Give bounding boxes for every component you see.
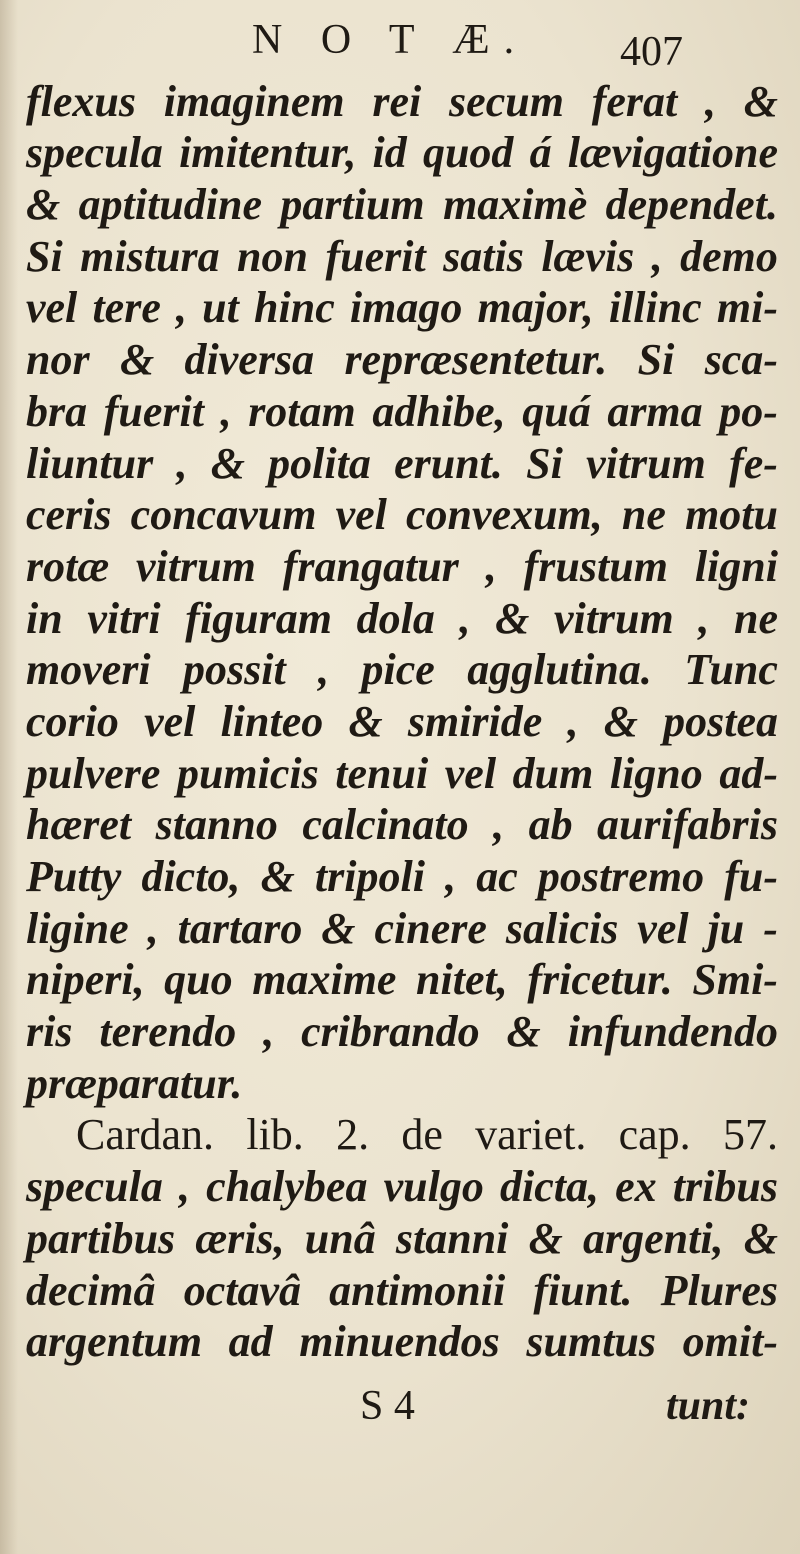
word: , [567,696,579,746]
word: frangatur [282,541,459,591]
text-line [26,796,778,848]
word: æris, [195,1213,285,1263]
word: ad [228,1317,273,1367]
word: ferat [591,76,678,126]
word: pice [361,645,435,695]
word: imago [349,283,463,333]
word: salicis [505,903,619,953]
word: ligni [694,541,778,591]
word: ex [615,1162,657,1212]
word: sca- [704,335,778,385]
word: moveri [26,645,151,695]
text-line [26,537,778,589]
text-line [26,1054,778,1106]
word: Si [637,335,675,385]
text-line [26,744,778,796]
word: fricetur. [527,955,673,1005]
word: 2. [336,1110,370,1160]
word: dicta, [499,1162,599,1212]
text-line [26,1002,778,1057]
word: frustum [523,541,668,591]
word: specula [26,1162,163,1212]
word: cap. [618,1110,691,1160]
word: vel [335,490,387,540]
word: de [401,1110,443,1160]
word: omit- [682,1317,778,1367]
word: convexum, [406,490,603,540]
word: Putty [26,852,122,901]
word: octavâ [183,1265,301,1315]
word: arma [607,386,703,436]
word: Smi- [692,955,778,1005]
word: pumicis [176,748,319,798]
word: rotam [248,386,356,436]
word: figuram [185,593,332,643]
word: hæret [26,800,132,850]
word: lævigatione [567,128,778,178]
word: postremo [537,852,705,901]
word: chalybea [206,1162,368,1212]
word: & [743,76,778,126]
word: linteo [220,696,324,746]
text-line [26,72,778,124]
word: id [372,128,407,178]
word: flexus [26,76,136,126]
text-line [26,899,778,951]
body-text [26,72,778,1367]
word: niperi, [26,955,145,1005]
text-line [26,1261,778,1313]
word: vel [444,748,497,798]
word: Plures [660,1265,778,1315]
word: argentum [26,1317,203,1367]
word: decimâ [26,1265,156,1315]
word: , [147,903,159,953]
text-line [26,434,778,486]
gutter-shadow [0,0,18,1554]
word: pulvere [26,748,161,798]
word: - [763,903,778,953]
word: fuerit [103,386,204,436]
word: illinc [608,283,702,333]
text-line [26,330,778,385]
word: major, [477,283,594,333]
word: & [119,335,155,385]
word: tenui [335,748,429,798]
word: ut [202,283,239,333]
word: imaginem [163,76,345,126]
text-line [26,1157,778,1212]
word: stanno [155,800,278,850]
word: & [743,1213,778,1263]
word: specula [26,128,163,178]
word: repræsentetur. [344,335,608,385]
word: nitet, [416,955,508,1005]
word: dola [356,593,435,643]
word: fuerit [325,231,426,281]
word: tribus [672,1162,778,1212]
word: variet. [475,1110,587,1160]
text-line [26,486,778,538]
word: & [321,903,356,953]
word: , [485,541,497,591]
word: po- [719,386,778,436]
text-line [26,1209,778,1261]
word: & [528,1213,563,1263]
word: , [445,852,457,901]
word: , [459,593,471,643]
word: quod [422,128,514,178]
word: antimonii [329,1265,506,1315]
word: fiunt. [533,1265,633,1315]
word: possit [183,645,286,695]
word: dicto, [141,852,241,901]
word: imitentur, [179,128,357,178]
word: lib. [246,1110,304,1160]
word: vitrum [586,438,706,488]
word: minuendos [299,1317,500,1367]
word: rotæ [26,541,110,591]
word: fu- [724,852,778,901]
word: in [26,593,63,643]
word: sumtus [526,1317,657,1367]
word: calcinato [302,800,469,850]
word: , [176,438,188,488]
word: liuntur [26,438,154,488]
word: vitri [87,593,161,643]
word: ad- [719,748,778,798]
word: aptitudine [78,180,262,230]
word: secum [449,76,564,126]
word: tartaro [177,903,303,953]
word: satis [443,231,524,281]
text-line [26,382,778,434]
word: Tunc [684,645,778,695]
word: ju [707,903,745,953]
text-line [26,124,778,176]
word: concavum [130,490,317,540]
word: á [529,128,552,178]
word: quo [164,955,233,1005]
word: demo [680,231,778,281]
word: diversa [184,335,315,385]
word: fe- [729,438,778,488]
word: corio [26,696,119,746]
word: motu [685,490,778,540]
signature-mark: S 4 [360,1383,415,1429]
word: agglutina. [467,645,652,695]
word: & [348,696,383,746]
line-text: præparatur. [26,1058,243,1108]
word: & [210,438,245,488]
word: ne [734,593,778,643]
word: vitrum [553,593,674,643]
word: rei [372,76,422,126]
word: vel [26,283,78,333]
word: ne [621,490,666,540]
text-line [26,1313,778,1365]
word: mistura [80,231,220,281]
word: dependet. [605,180,778,230]
word: bra [26,386,88,436]
word: tere [92,283,161,333]
word: cinere [374,903,487,953]
word: stanni [395,1213,509,1263]
word: cribrando [301,1007,480,1057]
word: dum [512,748,594,798]
word: , [263,1007,275,1057]
word: ceris [26,490,112,540]
word: mi- [716,283,778,333]
word: partium [280,180,425,230]
running-title: N O T Æ. [252,17,529,63]
word: quá [522,386,591,436]
word: maxime [252,955,397,1005]
text-line [26,641,778,693]
word: vulgo [383,1162,484,1212]
text-line [26,692,778,744]
word: Si [26,231,63,281]
word: ab [528,800,573,850]
word: & [495,593,530,643]
word: ac [476,852,518,901]
word: vitrum [136,541,256,591]
word: unâ [304,1213,376,1263]
word: , [493,800,505,850]
word: maximè [443,180,588,230]
page-footer [0,1382,800,1442]
word: ligine [26,903,129,953]
word: infundendo [567,1007,778,1057]
catchword: tunt: [666,1383,751,1429]
text-line [26,227,778,279]
text-line [26,951,778,1003]
word: Cardan. [76,1110,215,1160]
word: terendo [99,1007,237,1057]
word: adhibe, [372,386,506,436]
running-head [0,12,800,75]
word: & [603,696,638,746]
word: partibus [26,1213,176,1263]
word: hinc [254,283,335,333]
word: ris [26,1007,73,1057]
word: ligno [609,748,703,798]
word: , [698,593,710,643]
word: & [506,1007,541,1057]
word: nor [26,335,90,385]
text-line [26,589,778,641]
word: , [179,1162,191,1212]
word: , [318,645,330,695]
word: & [26,180,61,230]
word: smiride [407,696,543,746]
word: argenti, [582,1213,724,1263]
word: polita [268,438,371,488]
text-line [26,847,778,899]
word: vel [637,903,689,953]
word: & [260,852,295,901]
word: erunt. [394,438,503,488]
word: , [651,231,663,281]
word: Si [526,438,563,488]
word: tripoli [314,852,425,901]
word: , [176,283,188,333]
word: non [237,231,308,281]
word: , [220,386,232,436]
citation-line [26,1106,778,1158]
word: , [704,76,716,126]
text-line [26,175,778,230]
text-line [26,279,778,331]
word: aurifabris [597,800,778,850]
word: lævis [541,231,635,281]
page-number: 407 [620,29,683,75]
word: 57. [722,1110,778,1160]
word: postea [663,696,778,746]
word: vel [144,696,196,746]
